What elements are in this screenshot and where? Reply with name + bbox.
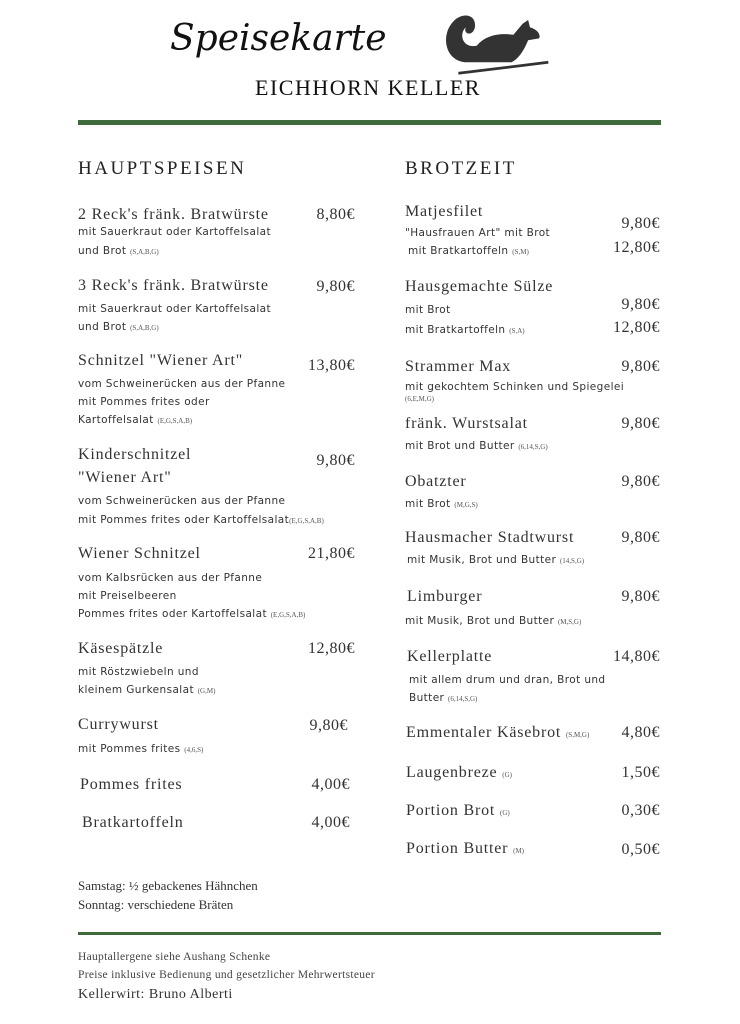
dish-price: 4,00€ <box>311 776 350 793</box>
dish-price: 9,80€ <box>621 529 660 546</box>
dish-price: 14,80€ <box>613 648 660 665</box>
dish-desc: "Hausfrauen Art" mit Brot <box>405 227 551 239</box>
dish-name: Portion Brot (G) <box>406 802 510 819</box>
dish-desc: mit Sauerkraut oder Kartoffelsalat <box>78 226 272 238</box>
dish-desc: mit allem drum und dran, Brot und <box>409 674 606 686</box>
dish-desc: mit gekochtem Schinken und Spiegelei <box>405 381 625 393</box>
special-sunday: Sonntag: verschiedene Bräten <box>78 897 234 912</box>
price-note: Preise inklusive Bedienung und gesetzlicher Mehrwertsteuer <box>78 969 375 981</box>
dish-desc: mit Preiselbeeren <box>78 590 177 602</box>
special-saturday: Samstag: ½ gebackenes Hähnchen <box>78 878 258 893</box>
dish-name: Strammer Max <box>405 358 512 375</box>
dish-desc: und Brot (S,A,B,G) <box>78 245 159 257</box>
dish-name: fränk. Wurstsalat <box>405 415 528 432</box>
dish-price: 12,80€ <box>613 239 660 256</box>
dish-desc: und Brot (S,A,B,G) <box>78 321 159 333</box>
dish-desc: mit Pommes frites (4,6,S) <box>78 743 204 755</box>
menu-title: Speisekarte <box>170 18 387 59</box>
squirrel-icon <box>440 4 552 82</box>
dish-desc: vom Schweinerücken aus der Pfanne <box>78 378 286 390</box>
dish-price: 8,80€ <box>316 206 355 223</box>
dish-name: Wiener Schnitzel <box>78 545 201 562</box>
allergen-note: Hauptallergene siehe Aushang Schenke <box>78 951 271 963</box>
section-heading-hauptspeisen: HAUPTSPEISEN <box>78 158 247 179</box>
dish-desc: mit Musik, Brot und Butter (14,S,G) <box>407 554 585 566</box>
dish-desc: vom Schweinerücken aus der Pfanne <box>78 495 286 507</box>
dish-name: Matjesfilet <box>405 203 484 220</box>
innkeeper: Kellerwirt: Bruno Alberti <box>78 987 233 1002</box>
dish-name: Kellerplatte <box>407 648 493 665</box>
dish-desc: mit Röstzwiebeln und <box>78 666 199 678</box>
dish-desc: vom Kalbsrücken aus der Pfanne <box>78 572 263 584</box>
dish-allergens: (6,E,M,G) <box>405 395 434 403</box>
dish-desc: Pommes frites oder Kartoffelsalat (E,G,S,A,B) <box>78 608 306 620</box>
dish-price: 1,50€ <box>621 764 660 781</box>
dish-price: 12,80€ <box>308 640 355 657</box>
dish-price: 9,80€ <box>316 452 355 469</box>
dish-price: 4,00€ <box>311 814 350 831</box>
section-heading-brotzeit: BROTZEIT <box>405 158 517 179</box>
dish-price: 9,80€ <box>621 296 660 313</box>
dish-name: Käsespätzle <box>78 640 164 657</box>
dish-name: Kinderschnitzel <box>78 446 192 463</box>
dish-price: 9,80€ <box>309 717 348 734</box>
dish-desc: Kartoffelsalat (E,G,S,A,B) <box>78 414 193 426</box>
dish-name-line2: "Wiener Art" <box>78 469 172 486</box>
dish-desc: mit Pommes frites oder Kartoffelsalat(E,G,S,A,B) <box>78 514 324 526</box>
header-divider <box>78 120 661 125</box>
dish-name: Emmentaler Käsebrot (S,M,G) <box>406 724 590 741</box>
dish-name: Hausmacher Stadtwurst <box>405 529 575 546</box>
dish-price: 9,80€ <box>621 473 660 490</box>
dish-price: 0,30€ <box>621 802 660 819</box>
dish-name: 2 Reck's fränk. Bratwürste <box>78 206 269 223</box>
dish-price: 9,80€ <box>316 278 355 295</box>
dish-desc: mit Sauerkraut oder Kartoffelsalat <box>78 303 272 315</box>
dish-price: 9,80€ <box>621 588 660 605</box>
dish-name: Limburger <box>407 588 483 605</box>
dish-price: 9,80€ <box>621 415 660 432</box>
dish-name: Currywurst <box>78 716 159 733</box>
dish-price: 12,80€ <box>613 319 660 336</box>
dish-price: 0,50€ <box>621 841 660 858</box>
dish-name: Obatzter <box>405 473 467 490</box>
dish-name: Laugenbreze (G) <box>406 764 512 781</box>
dish-price: 9,80€ <box>621 358 660 375</box>
dish-desc: mit Bratkartoffeln (S,M) <box>408 245 529 257</box>
dish-price: 4,80€ <box>621 724 660 741</box>
dish-price: 21,80€ <box>308 545 355 562</box>
dish-name: Bratkartoffeln <box>82 814 184 831</box>
footer-divider <box>78 932 661 935</box>
dish-name: Portion Butter (M) <box>406 840 525 857</box>
dish-desc: mit Brot (M,G,S) <box>405 498 478 510</box>
dish-name: Schnitzel "Wiener Art" <box>78 352 244 369</box>
dish-price: 13,80€ <box>308 357 355 374</box>
dish-desc: mit Pommes frites oder <box>78 396 210 408</box>
restaurant-name: EICHHORN KELLER <box>255 75 481 100</box>
dish-desc: kleinem Gurkensalat (G,M) <box>78 684 216 696</box>
dish-desc: Butter (6,14,S,G) <box>409 692 478 704</box>
dish-name: Pommes frites <box>80 776 183 793</box>
dish-name: Hausgemachte Sülze <box>405 278 554 295</box>
dish-desc: mit Brot und Butter (6,14,S,G) <box>405 440 548 452</box>
dish-name: 3 Reck's fränk. Bratwürste <box>78 277 269 294</box>
dish-price: 9,80€ <box>621 215 660 232</box>
dish-desc: mit Musik, Brot und Butter (M,S,G) <box>405 615 582 627</box>
dish-desc: mit Bratkartoffeln (S,A) <box>405 324 525 336</box>
dish-desc: mit Brot <box>405 304 451 316</box>
